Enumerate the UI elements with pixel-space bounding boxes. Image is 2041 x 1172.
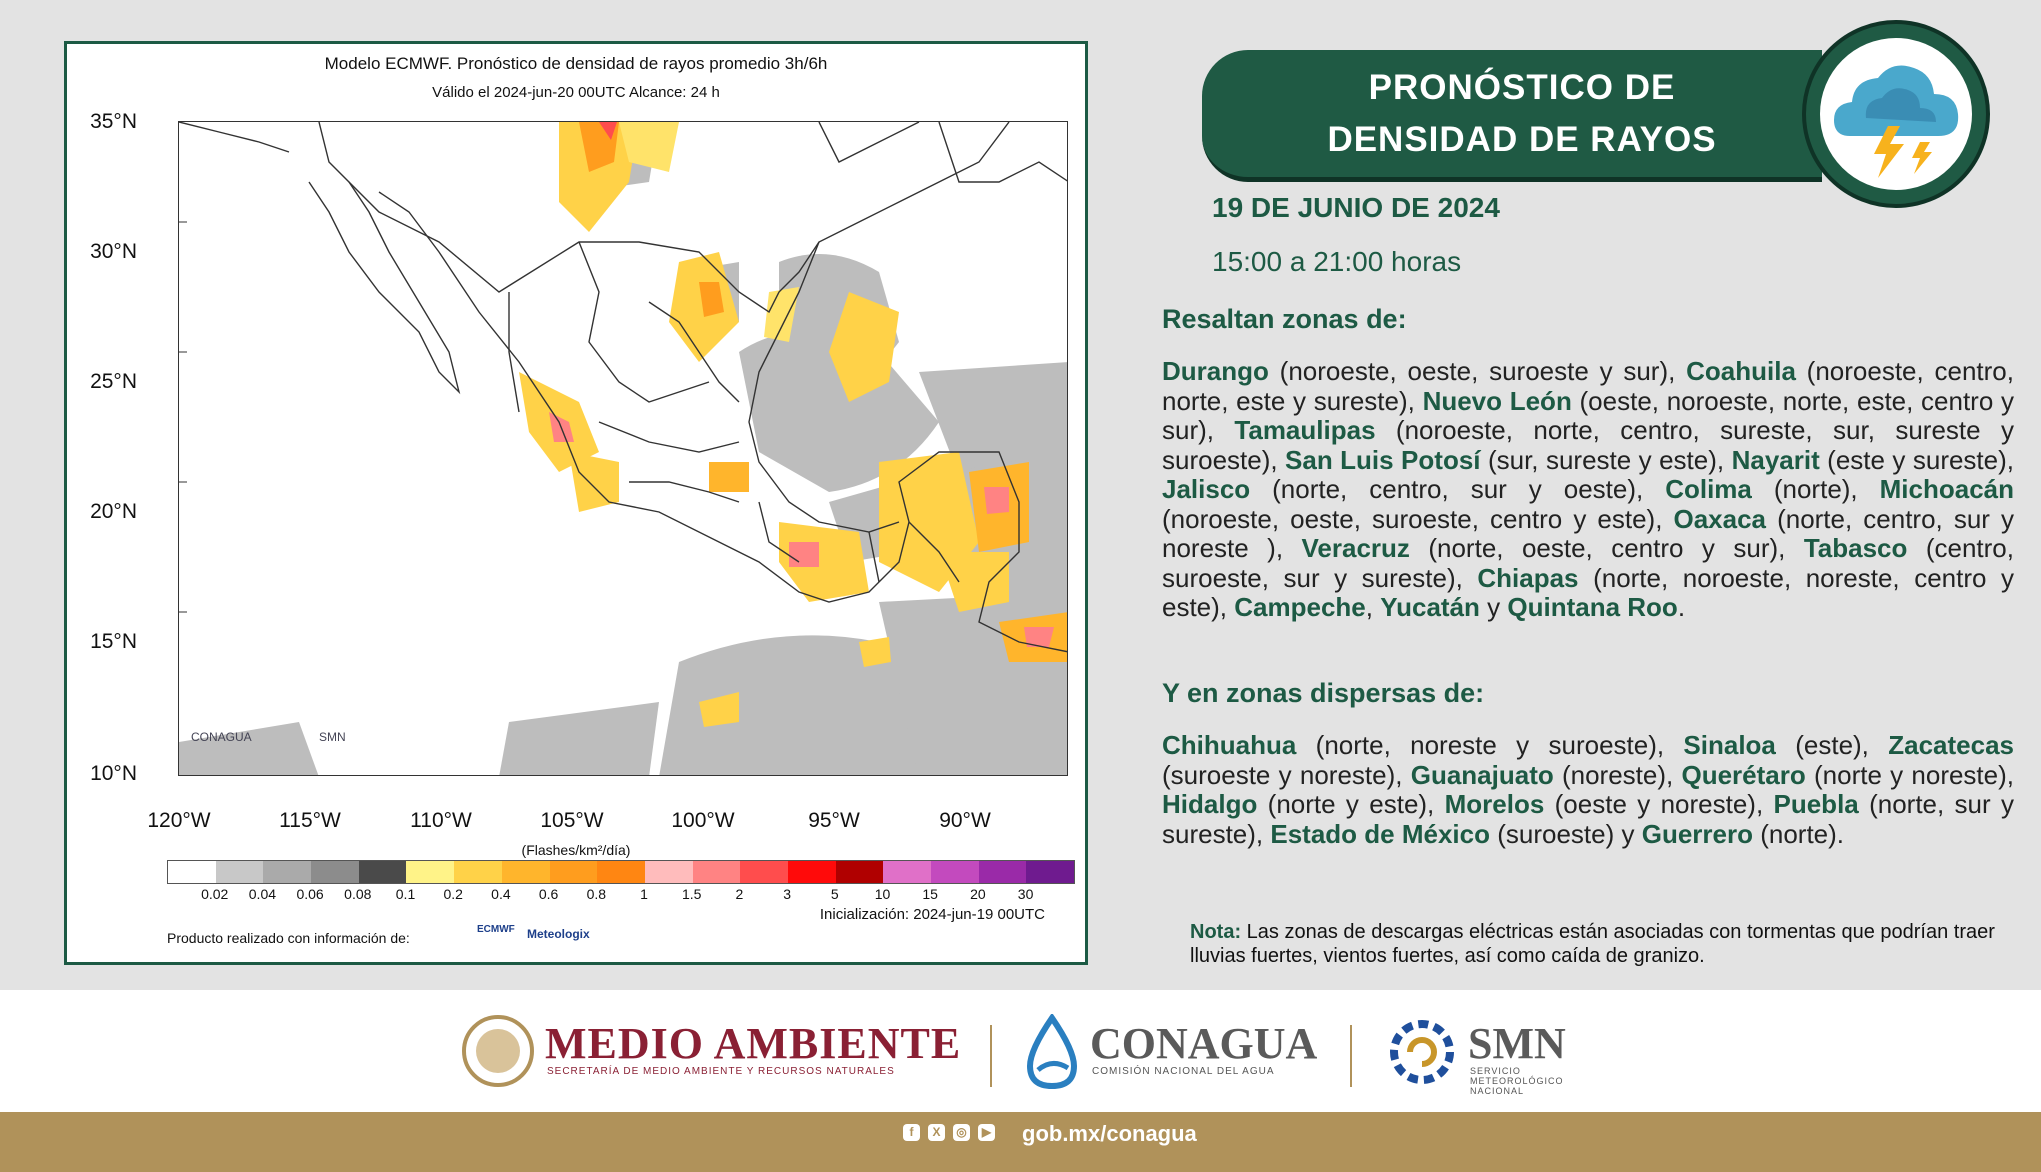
dispersas-detail-5: (norte y este), (1257, 789, 1445, 819)
colorbar-swatch-12 (740, 861, 788, 883)
map-title: Modelo ECMWF. Pronóstico de densidad de rayos promedio 3h/6h (324, 54, 828, 73)
forecast-hours: 15:00 a 21:00 horas (1212, 246, 1462, 277)
producto-text: Producto realizado con información de: (167, 930, 410, 946)
colorbar-label-16: 20 (970, 886, 986, 902)
dispersas-detail-6: (oeste y noreste), (1544, 789, 1774, 819)
lon-label-115: 115°W (279, 809, 341, 832)
dispersas-detail-0: (norte, noreste y suroeste), (1296, 730, 1684, 760)
resaltan-detail-8: (noroeste, oeste, suroeste, centro y este), (1162, 503, 1674, 534)
meteologix-logo: Meteologix (527, 927, 590, 941)
colorbar-swatch-15 (883, 861, 931, 883)
resaltan-state-10: Veracruz (1301, 533, 1410, 563)
footer-separator-2 (1350, 1025, 1352, 1087)
colorbar-label-14: 10 (874, 886, 891, 902)
colorbar-label-1: 0.04 (248, 886, 277, 902)
resaltan-state-14: Yucatán (1380, 592, 1480, 622)
dispersas-detail-2: (suroeste y noreste), (1162, 759, 1411, 790)
dispersas-state-4: Querétaro (1681, 759, 1806, 790)
resaltan-state-0: Durango (1162, 356, 1269, 386)
resaltan-state-11: Tabasco (1803, 533, 1908, 563)
resaltan-state-1: Coahuila (1686, 356, 1796, 386)
dispersas-detail-4: (norte y noreste), (1805, 759, 2014, 790)
colorbar-swatch-18 (1026, 861, 1074, 883)
colorbar (167, 860, 1075, 884)
colorbar-swatch-9 (597, 861, 645, 883)
resaltan-state-9: Oaxaca (1673, 503, 1767, 534)
colorbar-swatch-14 (836, 861, 884, 883)
colorbar-label-12: 3 (783, 886, 791, 902)
colorbar-swatch-1 (216, 861, 264, 883)
note-paragraph (1190, 920, 2014, 968)
smn-small-logo: SMN (319, 730, 346, 744)
header-banner (1202, 50, 1822, 182)
resaltan-heading: Resaltan zonas de: (1162, 304, 1407, 334)
medio-ambiente-logo: MEDIO AMBIENTE (545, 1019, 962, 1068)
conagua-small-logo: CONAGUA (191, 730, 252, 744)
smn-spiral-icon (1384, 1016, 1460, 1088)
resaltan-detail-0: (noroeste, oeste, suroeste y sur), (1268, 356, 1687, 386)
lat-label-35: 35°N (90, 110, 137, 133)
colorbar-label-9: 1 (640, 886, 648, 902)
colorbar-swatch-7 (502, 861, 550, 883)
colorbar-label-10: 1.5 (681, 886, 702, 902)
resaltan-detail-11: (centro, suroeste, sur y sureste), (1162, 533, 2014, 593)
colorbar-label-3: 0.08 (344, 886, 372, 902)
resaltan-detail-4: (sur, sureste y este), (1480, 444, 1732, 475)
dispersas-state-1: Sinaloa (1683, 730, 1776, 760)
colorbar-swatch-5 (406, 861, 454, 883)
colorbar-label-7: 0.6 (538, 886, 559, 902)
dispersas-state-0: Chihuahua (1162, 730, 1297, 760)
lon-label-110: 110°W (410, 809, 472, 832)
gray-density-areas (179, 122, 1068, 776)
footer-separator (990, 1025, 992, 1087)
resaltan-state-4: San Luis Potosí (1285, 444, 1481, 475)
dispersas-state-3: Guanajuato (1410, 759, 1554, 790)
colorbar-label-17: 30 (1017, 886, 1034, 902)
dispersas-zones-paragraph (1162, 731, 2014, 849)
resaltan-detail-2: (oeste, noroeste, norte, este, centro y sur), (1162, 385, 2014, 445)
resaltan-state-15: Quintana Roo (1507, 592, 1678, 622)
conagua-drop-icon (1020, 1014, 1084, 1090)
colorbar-swatch-17 (979, 861, 1027, 883)
colorbar-swatch-11 (693, 861, 741, 883)
dispersas-detail-1: (este), (1775, 730, 1889, 760)
map-frame (178, 121, 1068, 776)
forecast-date: 19 DE JUNIO DE 2024 (1212, 192, 1500, 223)
resaltan-zones-paragraph (1162, 357, 2014, 623)
resaltan-detail-13: , (1365, 592, 1381, 622)
lon-label-100: 100°W (671, 809, 735, 832)
colorbar-label-5: 0.2 (443, 886, 463, 902)
colorbar-swatch-4 (359, 861, 407, 883)
resaltan-state-5: Nayarit (1731, 444, 1820, 475)
medio-ambiente-subtitle: SECRETARÍA DE MEDIO AMBIENTE Y RECURSOS NATURALES (547, 1066, 895, 1077)
dispersas-state-8: Estado de México (1270, 818, 1490, 849)
social-icons (903, 1124, 995, 1141)
colorbar-swatch-10 (645, 861, 693, 883)
resaltan-state-7: Colima (1665, 474, 1752, 504)
resaltan-detail-1: (noroeste, centro, norte, este y sureste), (1162, 356, 2014, 416)
colorbar-label-2: 0.06 (296, 886, 324, 902)
dispersas-state-5: Hidalgo (1162, 789, 1258, 819)
colorbar-swatch-2 (263, 861, 311, 883)
instagram-icon[interactable]: ◎ (953, 1124, 970, 1141)
lon-label-90: 90°W (939, 809, 991, 832)
resaltan-state-13: Campeche (1234, 592, 1366, 622)
dispersas-detail-9: (norte). (1752, 818, 1845, 849)
facebook-icon[interactable]: f (903, 1124, 920, 1141)
smn-logo: SMN (1468, 1019, 1566, 1068)
resaltan-detail-12: (norte, noroeste, noreste, centro y este), (1162, 562, 2014, 622)
dispersas-detail-3: (noreste), (1553, 759, 1682, 790)
grid-ticks (179, 222, 187, 612)
lon-label-95: 95°W (808, 809, 860, 832)
resaltan-detail-3: (noroeste, norte, centro, sureste, sur, sureste y suroeste), (1162, 415, 2014, 475)
header-title-line1: PRONÓSTICO DE (1368, 68, 1676, 107)
colorbar-label-0: 0.02 (201, 886, 229, 902)
resaltan-detail-10: (norte, oeste, centro y sur), (1409, 533, 1804, 563)
colorbar-swatch-16 (931, 861, 979, 883)
storm-cloud-icon (1820, 38, 1972, 190)
colorbar-label-6: 0.4 (491, 886, 511, 902)
resaltan-detail-15: . (1677, 592, 1686, 622)
resaltan-detail-14: y (1479, 592, 1508, 622)
colorbar-label-8: 0.8 (586, 886, 607, 902)
colorbar-swatch-13 (788, 861, 836, 883)
dispersas-heading: Y en zonas dispersas de: (1162, 678, 1485, 708)
note-text: Las zonas de descargas eléctricas están asociadas con tormentas que podrían traer lluvias fuertes, vientos fuertes, así como caída de granizo. (1190, 921, 1995, 967)
header-title-line2: DENSIDAD DE RAYOS (1327, 120, 1717, 159)
map-graphic (179, 122, 1068, 776)
lat-label-15: 15°N (90, 630, 137, 653)
lat-label-25: 25°N (90, 370, 137, 393)
resaltan-detail-9: (norte, centro, sur y noreste ), (1162, 503, 2014, 563)
dispersas-state-7: Puebla (1773, 789, 1859, 819)
map-subtitle: Válido el 2024-jun-20 00UTC Alcance: 24 h (432, 84, 720, 101)
resaltan-detail-6: (norte, centro, sur y oeste), (1250, 474, 1666, 504)
lat-label-10: 10°N (90, 762, 137, 785)
lon-label-105: 105°W (540, 809, 604, 832)
colorbar-label-15: 15 (922, 886, 938, 902)
note-label: Nota: (1190, 921, 1242, 943)
conagua-subtitle: COMISIÓN NACIONAL DEL AGUA (1092, 1066, 1275, 1077)
footer-url-link[interactable]: gob.mx/conagua (1022, 1121, 1197, 1146)
resaltan-detail-7: (norte), (1751, 474, 1880, 504)
resaltan-state-8: Michoacán (1879, 474, 2014, 504)
youtube-icon[interactable]: ▶ (978, 1124, 995, 1141)
lightning-map-panel (64, 41, 1088, 965)
dispersas-detail-8: (suroeste) y (1490, 818, 1642, 849)
initialization-text: Inicialización: 2024-jun-19 00UTC (819, 906, 1045, 923)
smn-subtitle: SERVICIO METEOROLÓGICO NACIONAL (1470, 1066, 1564, 1096)
mexico-seal-icon (460, 1013, 536, 1089)
lon-label-120: 120°W (147, 809, 211, 832)
resaltan-state-2: Nuevo León (1422, 385, 1572, 416)
colorbar-label-13: 5 (830, 886, 839, 902)
dispersas-state-9: Guerrero (1641, 818, 1753, 849)
resaltan-state-12: Chiapas (1477, 562, 1579, 593)
colorbar-label-4: 0.1 (395, 886, 416, 902)
lat-label-30: 30°N (90, 240, 137, 263)
dispersas-state-6: Morelos (1444, 789, 1545, 819)
x-icon[interactable]: X (928, 1124, 945, 1141)
colorbar-swatch-0 (168, 861, 216, 883)
colorbar-label-11: 2 (735, 886, 744, 902)
dispersas-detail-7: (norte, sur y sureste), (1162, 789, 2015, 849)
resaltan-state-3: Tamaulipas (1234, 415, 1376, 445)
colorbar-swatch-3 (311, 861, 359, 883)
colorbar-swatch-8 (550, 861, 598, 883)
colorbar-swatch-6 (454, 861, 502, 883)
conagua-logo: CONAGUA (1090, 1019, 1318, 1068)
resaltan-detail-5: (este y sureste), (1819, 444, 2014, 475)
dispersas-state-2: Zacatecas (1888, 730, 2014, 760)
lat-label-20: 20°N (90, 500, 137, 523)
resaltan-state-6: Jalisco (1162, 474, 1251, 504)
footer-social-bar (0, 1112, 2041, 1172)
colorbar-units: (Flashes/km²/día) (521, 842, 631, 858)
ecmwf-logo: ECMWF (477, 924, 515, 935)
storm-badge (1802, 20, 1990, 208)
